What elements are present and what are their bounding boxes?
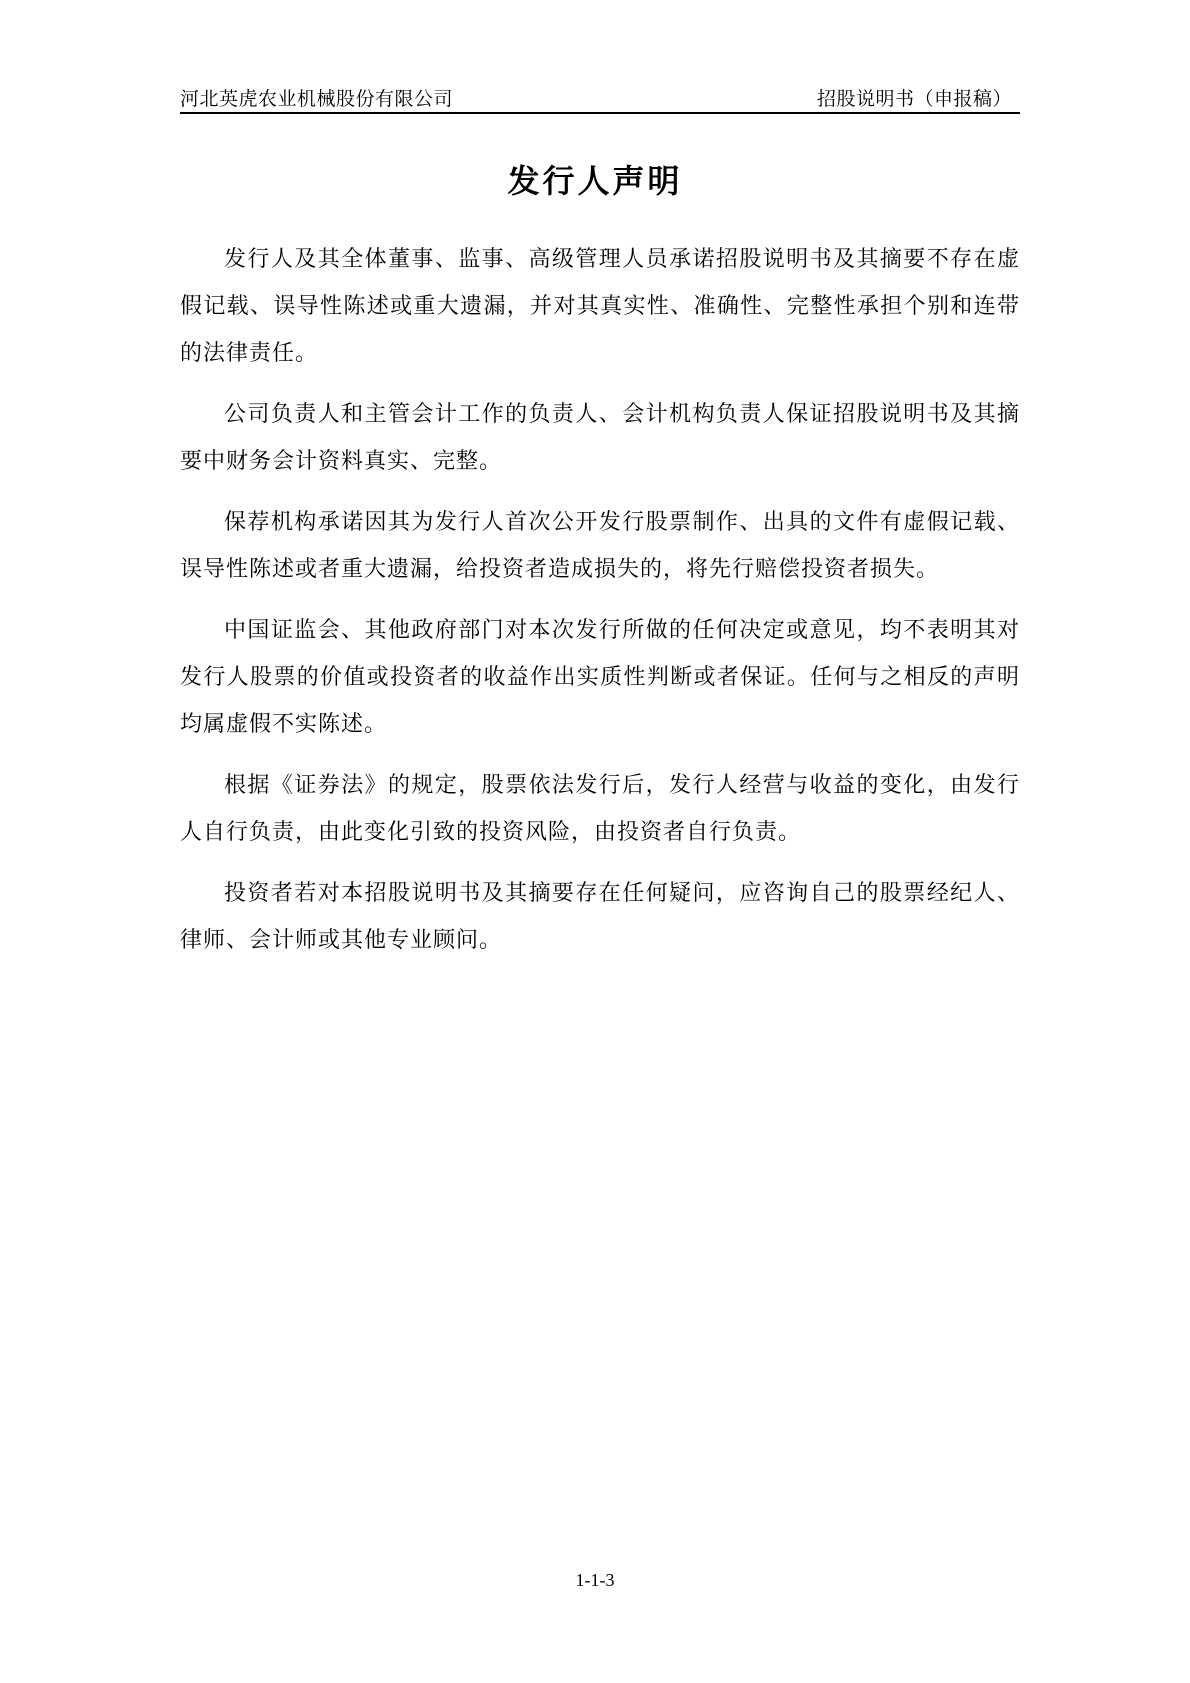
page-number: 1-1-3 [575, 1570, 615, 1590]
paragraph-issuer-commitment: 发行人及其全体董事、监事、高级管理人员承诺招股说明书及其摘要不存在虚假记载、误导性陈述或重大遗漏，并对其真实性、准确性、完整性承担个别和连带的法律责任。 [180, 247, 1020, 366]
paragraph-regulator-disclaimer: 中国证监会、其他政府部门对本次发行所做的任何决定或意见，均不表明其对发行人股票的价值或投资者的收益作出实质性判断或者保证。任何与之相反的声明均属虚假不实陈述。 [180, 618, 1020, 737]
paragraph-securities-law: 根据《证券法》的规定，股票依法发行后，发行人经营与收益的变化，由发行人自行负责，由此变化引致的投资风险，由投资者自行负责。 [180, 773, 1020, 845]
page-header [180, 82, 1020, 114]
declaration-body [180, 236, 1020, 978]
page-title: 发行人声明 [507, 162, 683, 200]
paragraph-investor-advice: 投资者若对本招股说明书及其摘要存在任何疑问，应咨询自己的股票经纪人、律师、会计师或其他专业顾问。 [180, 881, 1020, 953]
paragraph-sponsor-commitment: 保荐机构承诺因其为发行人首次公开发行股票制作、出具的文件有虚假记载、误导性陈述或者重大遗漏，给投资者造成损失的，将先行赔偿投资者损失。 [180, 510, 1020, 582]
header-company-name: 河北英虎农业机械股份有限公司 [180, 88, 454, 110]
paragraph-financial-guarantee: 公司负责人和主管会计工作的负责人、会计机构负责人保证招股说明书及其摘要中财务会计资料真实、完整。 [180, 402, 1020, 474]
header-document-type: 招股说明书（申报稿） [816, 88, 1012, 110]
